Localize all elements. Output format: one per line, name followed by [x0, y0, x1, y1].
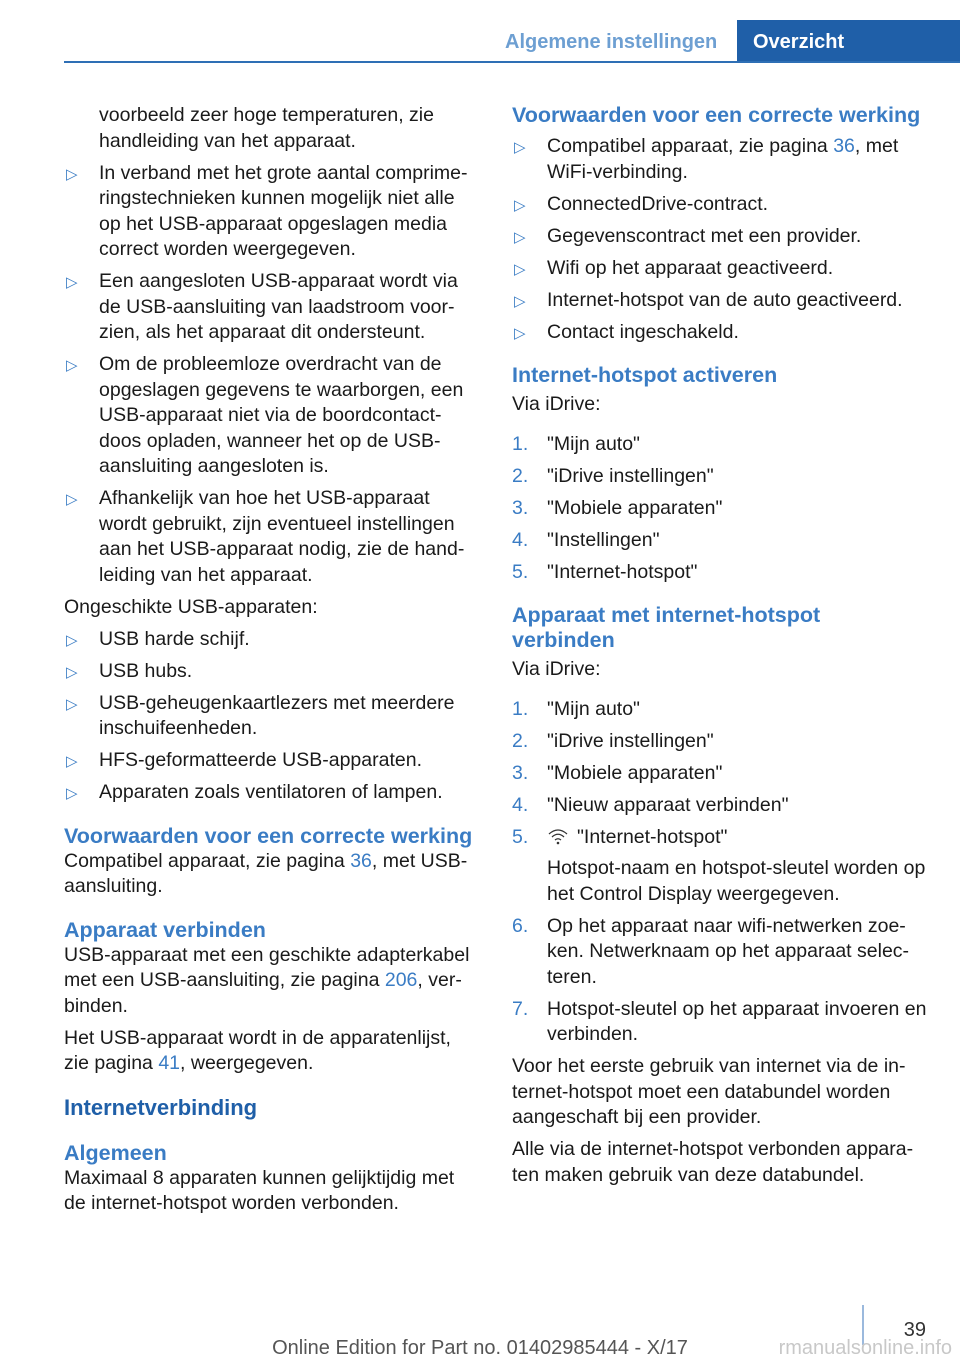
triangle-bullet-icon: ▷	[66, 274, 78, 291]
usb-notes-list	[64, 161, 480, 589]
step-number: 1.	[512, 697, 529, 720]
step-item: 5. "Internet-hotspot" Hotspot-naam en hotspot-sleutel worden op het Control Display weergegeven.	[512, 825, 928, 908]
step-number: 3.	[512, 496, 529, 519]
step-number: 6.	[512, 914, 529, 937]
triangle-bullet-icon: ▷	[514, 196, 526, 214]
list-item: ▷ ConnectedDrive-contract.	[512, 192, 928, 218]
heading-internet: Internetverbinding	[64, 1094, 258, 1120]
page-link[interactable]: 206	[384, 969, 418, 991]
list-item: ▷ USB harde schijf.	[64, 627, 480, 653]
triangle-bullet-icon: ▷	[66, 663, 78, 681]
step-item: 6. Op het apparaat naar wifi-netwerken zoe-ken. Netwerknaam op het apparaat selec-teren.	[512, 914, 910, 988]
heading-conditions: Voorwaarden voor een correcte werking	[512, 103, 921, 127]
wifi-icon	[547, 827, 569, 845]
list-item: ▷ Wifi op het apparaat geactiveerd.	[512, 256, 928, 282]
connect-steps	[512, 697, 928, 1048]
watermark: rmanualsonline.info	[778, 1337, 952, 1359]
step-item: 1. "Mijn auto"	[512, 432, 928, 458]
step-number: 4.	[512, 528, 529, 551]
shared-bundle-text: Alle via de internet-hotspot verbonden appara-ten maken gebruik van deze databundel.	[512, 1138, 914, 1186]
list-item: ▷ Contact ingeschakeld.	[512, 320, 928, 346]
step-item: 1. "Mijn auto"	[512, 697, 928, 723]
list-item: ▷ Een aangesloten USB-apparaat wordt via de USB-aansluiting van laadstroom voor-zien, als het apparaat dit ondersteunt.	[66, 270, 458, 343]
header-tab: Overzicht	[737, 20, 960, 61]
triangle-bullet-icon: ▷	[514, 324, 526, 342]
unsuitable-label: Ongeschikte USB-apparaten:	[64, 595, 318, 618]
heading-activate-hotspot: Internet-hotspot activeren	[512, 363, 778, 387]
activate-steps	[512, 432, 928, 586]
unsuitable-list	[64, 627, 480, 806]
step-item: 3. "Mobiele apparaten"	[512, 496, 928, 522]
intro-continuation: voorbeeld zeer hoge temperaturen, zie handleiding van het apparaat.	[99, 104, 434, 152]
heading-conditions: Voorwaarden voor een correcte werking	[64, 823, 473, 848]
triangle-bullet-icon: ▷	[66, 491, 78, 508]
data-bundle-text: Voor het eerste gebruik van internet via de in-ternet-hotspot moet een databundel worden aangeschaft bij een provider.	[512, 1055, 906, 1128]
step-item: 4. "Instellingen"	[512, 528, 928, 554]
step-number: 3.	[512, 761, 529, 784]
step-item: 5. "Internet-hotspot"	[512, 560, 928, 586]
conditions-text: Compatibel apparaat, zie pagina 36, met USB-aansluiting.	[64, 849, 468, 897]
step-item: 3. "Mobiele apparaten"	[512, 761, 928, 787]
triangle-bullet-icon: ▷	[66, 631, 78, 649]
step-continuation: Hotspot-naam en hotspot-sleutel worden op het Control Display weergegeven.	[547, 857, 926, 905]
step-number: 2.	[512, 729, 529, 752]
step-item: 4. "Nieuw apparaat verbinden"	[512, 793, 928, 819]
step-number: 5.	[512, 560, 529, 583]
step-item: 2. "iDrive instellingen"	[512, 464, 928, 490]
via-idrive-label: Via iDrive:	[512, 393, 601, 415]
header-section: Algemene instellingen	[505, 31, 718, 53]
step-number: 1.	[512, 432, 529, 455]
triangle-bullet-icon: ▷	[66, 785, 78, 802]
triangle-bullet-icon: ▷	[66, 165, 78, 183]
step-number: 2.	[512, 464, 529, 487]
conditions-list	[512, 134, 928, 345]
page-link[interactable]: 36	[833, 135, 855, 157]
step-item: 2. "iDrive instellingen"	[512, 729, 928, 755]
triangle-bullet-icon: ▷	[66, 695, 78, 713]
triangle-bullet-icon: ▷	[514, 292, 526, 310]
list-item: ▷ Gegevenscontract met een provider.	[512, 224, 928, 250]
device-list-text: Het USB-apparaat wordt in de apparatenlijst, zie pagina 41, weergegeven.	[64, 1026, 451, 1074]
triangle-bullet-icon: ▷	[66, 357, 78, 374]
triangle-bullet-icon: ▷	[66, 753, 78, 770]
page-link[interactable]: 41	[158, 1052, 181, 1074]
heading-connect-device: Apparaat verbinden	[64, 917, 266, 942]
page-number: 39	[903, 1319, 926, 1341]
list-item: ▷ Internet-hotspot van de auto geactiveerd.	[512, 288, 928, 314]
list-item: ▷ HFS-geformatteerde USB-apparaten.	[64, 748, 480, 774]
heading-general: Algemeen	[64, 1140, 167, 1165]
left-column	[64, 103, 480, 1223]
step-item: 7. Hotspot-sleutel op het apparaat invoeren en verbinden.	[512, 997, 927, 1045]
list-item: ▷ In verband met het grote aantal comprime-ringstechnieken kunnen mogelijk niet alle op het USB-apparaat opgeslagen media correct worden weergegeven.	[66, 161, 468, 260]
step-number: 4.	[512, 793, 529, 816]
list-item: ▷ USB-geheugenkaartlezers met meerdere inschuifeenheden.	[66, 691, 455, 739]
step-number: 5.	[512, 825, 529, 848]
list-item: ▷ Afhankelijk van hoe het USB-apparaat wordt gebruikt, zijn eventueel instellingen aan het USB-apparaat nodig, zie de hand-leiding van het apparaat.	[66, 487, 465, 586]
list-item: ▷ Om de probleemloze overdracht van de opgeslagen gegevens te waarborgen, een USB-apparaat niet via de boordcontact-doos opladen, wanneer het op de USB-aansluiting aangesloten is.	[66, 353, 464, 477]
list-item: ▷ Compatibel apparaat, zie pagina 36, met WiFi-verbinding.	[514, 135, 899, 183]
triangle-bullet-icon: ▷	[514, 228, 526, 246]
general-text: Maximaal 8 apparaten kunnen gelijktijdig met de internet-hotspot worden verbonden.	[64, 1166, 455, 1214]
right-column	[512, 103, 928, 1195]
list-item: ▷ USB hubs.	[64, 659, 480, 685]
header-rule	[64, 61, 960, 63]
triangle-bullet-icon: ▷	[514, 260, 526, 278]
triangle-bullet-icon: ▷	[514, 139, 526, 156]
connect-text: USB-apparaat met een geschikte adapterkabel met een USB-aansluiting, zie pagina 206, ver-binden.	[64, 943, 470, 1017]
heading-connect-hotspot: Apparaat met internet-hotspot verbinden	[512, 603, 821, 652]
edition-footer: Online Edition for Part no. 01402985444 - X/17	[272, 1337, 688, 1359]
via-idrive-label: Via iDrive:	[512, 658, 601, 680]
list-item: ▷ Apparaten zoals ventilatoren of lampen.	[64, 780, 480, 806]
page-link[interactable]: 36	[350, 849, 372, 872]
step-number: 7.	[512, 997, 529, 1020]
